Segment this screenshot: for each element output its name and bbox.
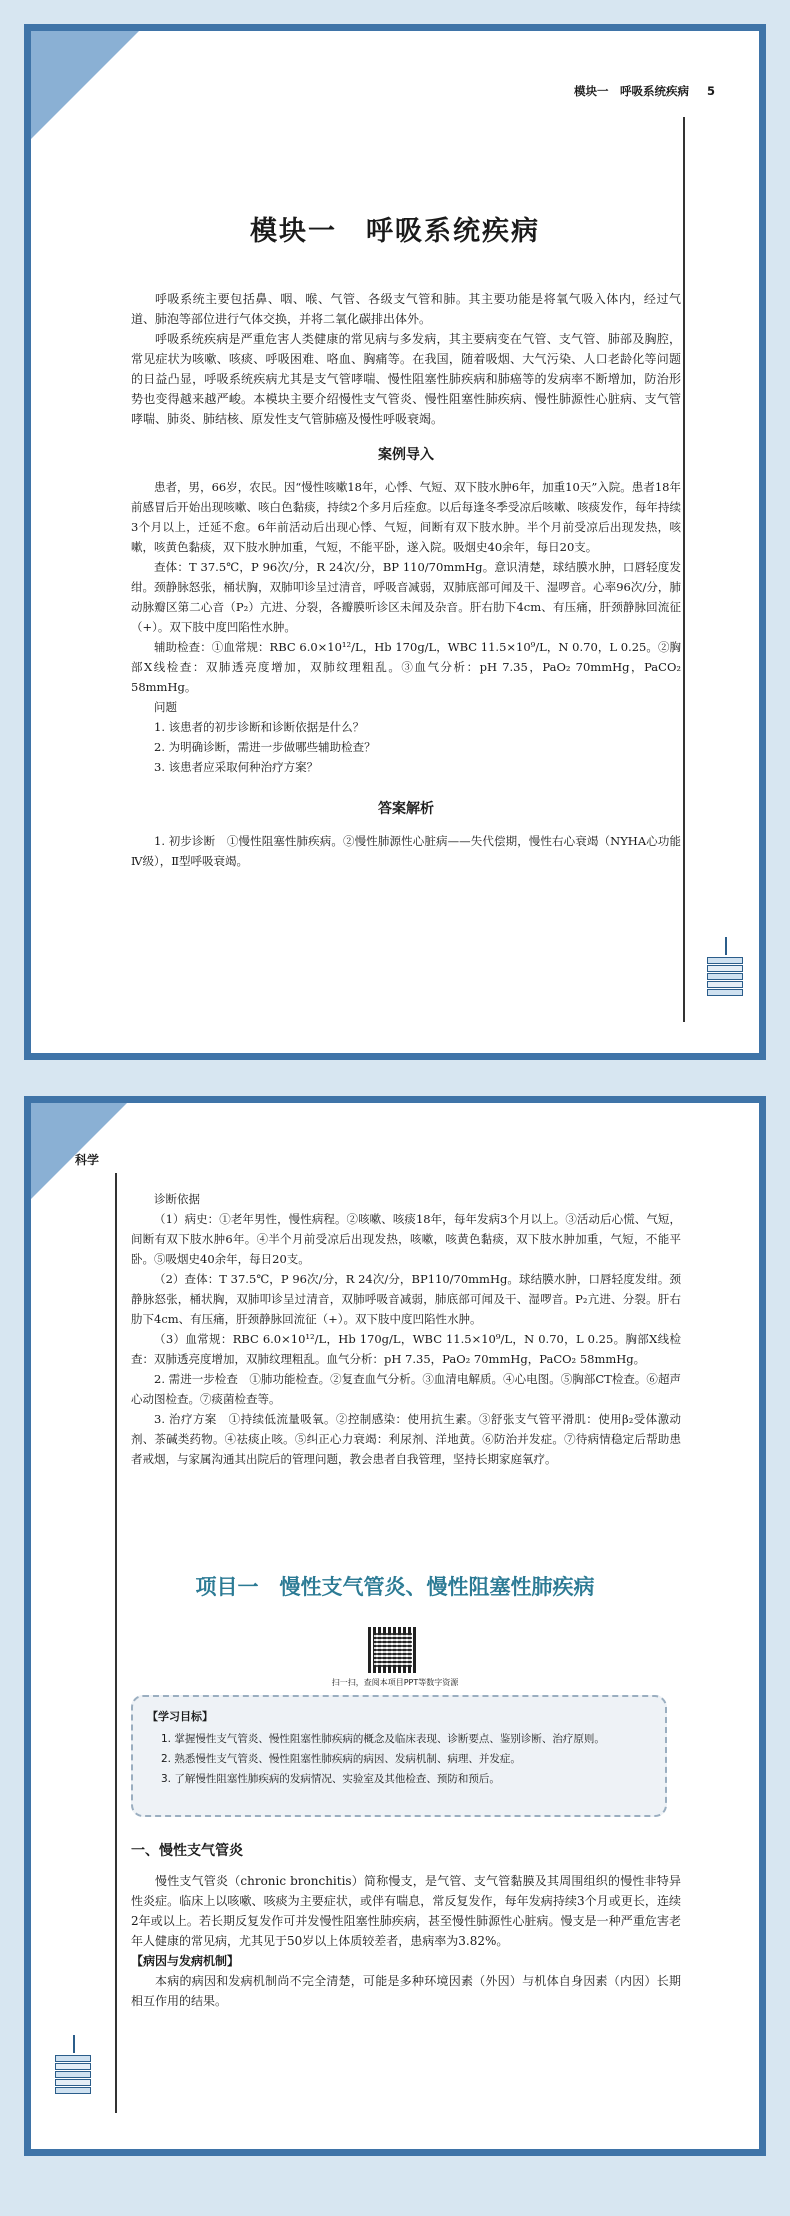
margin-rule	[115, 1173, 117, 2113]
diagnosis-item: 3. 治疗方案 ①持续低流量吸氧。②控制感染：使用抗生素。③舒张支气管平滑肌：使用β₂受体激动剂、茶碱类药物。④祛痰止咳。⑤纠正心力衰竭：利尿剂、洋地黄。⑥防治并发症。⑦待病情稳定后帮助患者戒烟，与家属沟通其出院后的管理问题，教会患者自我管理，坚持长期家庭氧疗。	[131, 1412, 681, 1466]
qr-code[interactable]	[368, 1627, 418, 1673]
case-paragraph: 患者，男，66岁，农民。因“慢性咳嗽18年，心悸、气短、双下肢水肿6年，加重10天”入院。患者18年前感冒后开始出现咳嗽、咳白色黏痰，持续2个多月后痊愈。以后每逢冬季受凉后咳嗽、咳痰发作，每年持续3个月以上，迁延不愈。6年前活动后出现心悸、气短，间断有双下肢水肿。半个月前受凉后出现发热，咳嗽，咳黄色黏痰，双下肢水肿加重，气短，不能平卧，遂入院。吸烟史40余年，每日20支。	[131, 480, 681, 554]
qr-caption: 扫一扫，查阅本项目PPT等数字资源	[331, 1678, 459, 1687]
diagnosis-item: （3）血常规：RBC 6.0×10¹²/L，Hb 170g/L，WBC 11.5×10⁹/L，N 0.70，L 0.25。胸部X线检查：双肺透亮度增加，双肺纹理粗乱。血气分析：pH 7.35，PaO₂ 70mmHg，PaCO₂ 58mmHg。	[131, 1332, 681, 1366]
answer-title: 答案解析	[378, 801, 434, 817]
page-one	[24, 24, 766, 1060]
diagnosis-item: 2. 需进一步检查 ①肺功能检查。②复查血气分析。③血清电解质。④心电图。⑤胸部CT检查。⑥超声心动图检查。⑦痰菌检查等。	[131, 1372, 681, 1406]
section-block	[131, 1841, 681, 2011]
learning-goal-item: 1. 掌握慢性支气管炎、慢性阻塞性肺疾病的概念及临床表现、诊断要点、鉴别诊断、治疗原则。	[161, 1733, 605, 1745]
page-two-sheet	[31, 1103, 759, 2149]
running-head	[574, 83, 715, 99]
learning-goal-item: 3. 了解慢性阻塞性肺疾病的发病情况、实验室及其他检查、预防和预后。	[161, 1773, 500, 1785]
diagnosis-label: 诊断依据	[154, 1192, 200, 1206]
section-paragraph: 慢性支气管炎（chronic bronchitis）简称慢支，是气管、支气管黏膜及其周围组织的慢性非特异性炎症。临床上以咳嗽、咳痰为主要症状，或伴有喘息，常反复发作，每年发病持续3个月或更长，连续2年或以上。若长期反复发作可并发慢性阻塞性肺疾病，甚至慢性肺源性心脏病。慢支是一种严重危害老年人健康的常见病，尤其见于50岁以上体质较差者，患病率为3.82%。	[131, 1874, 681, 1948]
project-title: 项目一 慢性支气管炎、慢性阻塞性肺疾病	[195, 1575, 595, 1599]
question-item: 3. 该患者应采取何种治疗方案？	[154, 760, 319, 774]
section-heading: 一、慢性支气管炎	[131, 1843, 243, 1859]
case-paragraph: 查体：T 37.5℃，P 96次/分，R 24次/分，BP 110/70mmHg。意识清楚，球结膜水肿，口唇轻度发绀。颈静脉怒张，桶状胸，双肺叩诊呈过清音，呼吸音减弱，双肺底部可闻及干、湿啰音。心率96次/分，肺动脉瓣区第二心音（P₂）亢进、分裂，各瓣膜听诊区未闻及杂音。肝右肋下4cm、有压痛，肝颈静脉回流征（+）。双下肢中度凹陷性水肿。	[131, 560, 681, 634]
page-corner-decoration	[31, 31, 141, 141]
diagnosis-item: （2）查体：T 37.5℃，P 96次/分，R 24次/分，BP110/70mmHg。球结膜水肿，口唇轻度发绀。颈静脉怒张，桶状胸，双肺叩诊呈过清音，双肺呼吸音减弱，肺底部可闻及干、湿啰音。P₂亢进、分裂。肝右肋下4cm、有压痛，肝颈静脉回流征（+）。双下肢中度凹陷性水肿。	[131, 1272, 681, 1326]
book-stack-icon	[703, 953, 747, 997]
intro-paragraph: 呼吸系统疾病是严重危害人类健康的常见病与多发病，其主要病变在气管、支气管、肺部及胸腔，常见症状为咳嗽、咳痰、呼吸困难、咯血、胸痛等。在我国，随着吸烟、大气污染、人口老龄化等问题的日益凸显，呼吸系统疾病尤其是支气管哮喘、慢性阻塞性肺疾病和肺癌等的发病率不断增加，防治形势也变得越来越严峻。本模块主要介绍慢性支气管炎、慢性阻塞性肺疾病、慢性肺源性心脏病、支气管哮喘、肺炎、肺结核、原发性支气管肺癌及慢性呼吸衰竭。	[131, 332, 681, 426]
questions-label: 问题	[154, 700, 177, 714]
subheading: 【病因与发病机制】	[131, 1954, 240, 1968]
module-title: 模块一 呼吸系统疾病	[250, 216, 540, 247]
margin-rule	[683, 117, 685, 1022]
case-paragraph: 辅助检查：①血常规：RBC 6.0×10¹²/L，Hb 170g/L，WBC 11.5×10⁹/L，N 0.70，L 0.25。②胸部X线检查：双肺透亮度增加，双肺纹理粗乱。③血气分析：pH 7.35，PaO₂ 70mmHg，PaCO₂ 58mmHg。	[131, 640, 681, 694]
answer-text: 1. 初步诊断 ①慢性阻塞性肺疾病。②慢性肺源性心脏病——失代偿期，慢性右心衰竭（NYHA心功能Ⅳ级），Ⅱ型呼吸衰竭。	[131, 834, 681, 868]
diagnosis-item: （1）病史：①老年男性，慢性病程。②咳嗽、咳痰18年，每年发病3个月以上。③活动后心慌、气短，间断有双下肢水肿6年。④半个月前受凉后出现发热，咳嗽，咳黄色黏痰，双下肢水肿加重，气短，不能平卧。⑤吸烟史40余年，每日20支。	[131, 1212, 681, 1266]
learning-goals-title: 【学习目标】	[147, 1710, 213, 1723]
book-stack-icon	[51, 2051, 95, 2095]
running-head-title: 模块一 呼吸系统疾病	[573, 84, 689, 98]
case-title: 案例导入	[378, 447, 434, 463]
learning-goal-item: 2. 熟悉慢性支气管炎、慢性阻塞性肺疾病的病因、发病机制、病理、并发症。	[161, 1753, 521, 1765]
page-number: 5	[706, 84, 715, 98]
learning-goals-box	[131, 1695, 667, 1817]
question-item: 2. 为明确诊断，需进一步做哪些辅助检查？	[154, 740, 376, 754]
diagnosis-block	[131, 1189, 681, 1469]
intro-paragraph: 呼吸系统主要包括鼻、咽、喉、气管、各级支气管和肺。其主要功能是将氧气吸入体内，经过气道、肺泡等部位进行气体交换，并将二氧化碳排出体外。	[131, 292, 681, 326]
page-one-body	[131, 289, 681, 871]
page-one-sheet	[31, 31, 759, 1053]
page-two	[24, 1096, 766, 2156]
running-head: 科学	[75, 1153, 100, 1167]
question-item: 1. 该患者的初步诊断和诊断依据是什么？	[154, 720, 365, 734]
sub-paragraph: 本病的病因和发病机制尚不完全清楚，可能是多种环境因素（外因）与机体自身因素（内因）长期相互作用的结果。	[131, 1974, 681, 2008]
